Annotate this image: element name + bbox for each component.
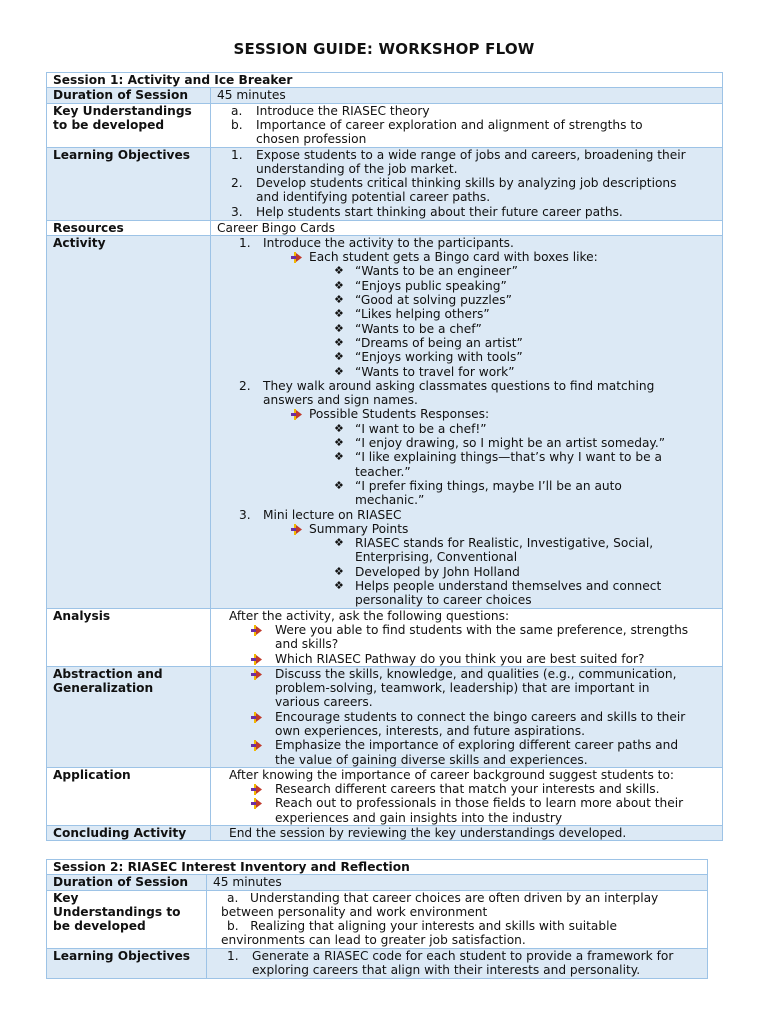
step-text: answers and sign names. (263, 393, 418, 408)
s2-ku-text: Understanding that career choices are often driven by an interplay (249, 890, 659, 905)
s2-ku-label-line: be developed (53, 919, 146, 934)
application-cell (211, 767, 723, 825)
activity-subitem (239, 522, 718, 536)
arrow-bullet-item (229, 667, 718, 710)
ku-label: Key Understandings to be developed (47, 103, 211, 147)
s2-ku-label-line: Key (53, 890, 79, 905)
s2-lo-label: Learning Objectives (47, 948, 207, 978)
ku-cell (211, 103, 723, 147)
lo-text: Develop students critical thinking skills by analyzing job descriptions (256, 176, 677, 191)
s2-duration-row (47, 875, 708, 890)
activity-cell (211, 235, 723, 608)
s2-ku-text: environments can lead to greater job satisfaction. (221, 933, 526, 948)
s2-ku-text: between personality and work environment (221, 904, 488, 919)
bullet-text: “Enjoys working with tools” (355, 350, 523, 365)
lo-cell (211, 147, 723, 220)
application-points (229, 782, 718, 825)
session1-table (46, 72, 723, 841)
step-text: Introduce the activity to the participants. (263, 235, 514, 250)
analysis-row (47, 608, 723, 666)
step-text: Mini lecture on RIASEC (263, 507, 402, 522)
s2-ku-item (221, 890, 703, 920)
application-label: Application (47, 767, 211, 825)
s2-ku-cell (207, 890, 708, 948)
ku-item (231, 104, 718, 118)
analysis-questions (229, 623, 718, 666)
session2-header: Session 2: RIASEC Interest Inventory and Reflection (47, 860, 708, 875)
bullet-text: “Likes helping others” (355, 307, 490, 322)
ku-row (47, 103, 723, 147)
bullet-item (239, 479, 718, 508)
arrow-bullet-text: own experiences, interests, and future aspirations. (275, 723, 585, 738)
step-marker: 2. (239, 378, 251, 393)
lo-text: understanding of the job market. (256, 161, 458, 176)
session1-header: Session 1: Activity and Ice Breaker (47, 73, 723, 88)
bullet-item (239, 279, 718, 293)
s2-ku-marker: b. (227, 919, 239, 934)
bullet-text: “Enjoys public speaking” (355, 278, 507, 293)
ku-text: Introduce the RIASEC theory (256, 103, 430, 118)
lo-item (231, 176, 718, 205)
response-bullets (239, 422, 718, 508)
bullet-text: “I want to be a chef!” (355, 421, 487, 436)
s2-duration-label: Duration of Session (47, 875, 207, 890)
ku-text: chosen profession (256, 132, 367, 147)
concluding-value: End the session by reviewing the key understandings developed. (211, 826, 723, 841)
bullet-item (239, 293, 718, 307)
bingo-bullets (239, 264, 718, 378)
lo-row (47, 147, 723, 220)
application-intro: After knowing the importance of career background suggest students to: (229, 767, 675, 782)
activity-step (239, 236, 718, 250)
diamond-bullet-icon: ❖ (334, 350, 344, 364)
bullet-text: “Dreams of being an artist” (355, 335, 523, 350)
arrow-bullet-item (229, 796, 718, 825)
session2-table (46, 859, 708, 979)
abstraction-row (47, 666, 723, 767)
arrow-bullet-text: experiences and gain insights into the industry (275, 810, 563, 825)
diamond-bullet-icon: ❖ (334, 307, 344, 321)
bullet-item (239, 264, 718, 278)
arrow-right-icon (251, 784, 261, 794)
concluding-row (47, 826, 723, 841)
arrow-right-icon (251, 712, 261, 722)
bullet-item (239, 307, 718, 321)
diamond-bullet-icon: ❖ (334, 364, 344, 378)
arrow-bullet-text: Which RIASEC Pathway do you think you are best suited for? (275, 651, 645, 666)
bullet-text: Enterprising, Conventional (355, 550, 518, 565)
s2-ku-label-line: Understandings to (53, 904, 181, 919)
application-row (47, 767, 723, 825)
s2-ku-label (47, 890, 207, 948)
arrow-bullet-text: and skills? (275, 637, 339, 652)
activity-subitem (239, 407, 718, 421)
diamond-bullet-icon: ❖ (334, 450, 344, 464)
arrow-bullet-text: Reach out to professionals in those fields to learn more about their (275, 796, 684, 811)
s2-ku-row (47, 890, 708, 948)
bullet-item (239, 579, 718, 608)
diamond-bullet-icon: ❖ (334, 536, 344, 550)
arrow-right-icon (251, 625, 261, 635)
analysis-label: Analysis (47, 608, 211, 666)
s2-ku-marker: a. (227, 890, 239, 905)
arrow-bullet-text: various careers. (275, 695, 373, 710)
session2-header-row (47, 860, 708, 875)
s2-lo-text: Generate a RIASEC code for each student to provide a framework for (252, 948, 674, 963)
diamond-bullet-icon: ❖ (334, 478, 344, 492)
step-marker: 3. (239, 507, 251, 522)
activity-label: Activity (47, 235, 211, 608)
arrow-bullet-item (229, 782, 718, 796)
bullet-item (239, 436, 718, 450)
abstraction-points (229, 667, 718, 767)
arrow-bullet-item (229, 652, 718, 666)
abstraction-label-line: Generalization (53, 681, 154, 696)
duration-row (47, 88, 723, 103)
lo-text: and identifying potential career paths. (256, 190, 491, 205)
arrow-bullet-text: Encourage students to connect the bingo careers and skills to their (275, 709, 686, 724)
bullet-text: “Wants to travel for work” (355, 364, 515, 379)
resources-row (47, 220, 723, 235)
activity-row (47, 235, 723, 608)
step-text: They walk around asking classmates questions to find matching (263, 378, 655, 393)
arrow-bullet-text: the value of gaining diverse skills and experiences. (275, 752, 588, 767)
arrow-bullet-text: Discuss the skills, knowledge, and qualities (e.g., communication, (275, 666, 677, 681)
subitem-text: Each student gets a Bingo card with boxes like: (309, 250, 598, 265)
ku-text: Importance of career exploration and alignment of strengths to (256, 117, 643, 132)
bullet-text: Helps people understand themselves and connect (355, 579, 662, 594)
resources-label: Resources (47, 220, 211, 235)
concluding-label: Concluding Activity (47, 826, 211, 841)
bullet-text: “Wants to be a chef” (355, 321, 482, 336)
bullet-text: “I like explaining things—that’s why I want to be a (355, 450, 662, 465)
arrow-bullet-text: Were you able to find students with the same preference, strengths (275, 622, 689, 637)
step-marker: 1. (239, 235, 251, 250)
diamond-bullet-icon: ❖ (334, 335, 344, 349)
arrow-bullet-item (229, 710, 718, 739)
s2-ku-item (221, 919, 703, 948)
bullet-item (239, 536, 718, 565)
page-title: SESSION GUIDE: WORKSHOP FLOW (233, 40, 535, 58)
arrow-right-icon (251, 740, 261, 750)
subitem-text: Possible Students Responses: (309, 407, 490, 422)
bullet-text: RIASEC stands for Realistic, Investigative, Social, (355, 536, 654, 551)
bullet-text: personality to career choices (355, 593, 532, 608)
analysis-cell (211, 608, 723, 666)
abstraction-label-line: Abstraction and (53, 666, 163, 681)
arrow-right-icon (291, 409, 301, 419)
activity-subitem (239, 250, 718, 264)
bullet-item (239, 422, 718, 436)
bullet-text: “Good at solving puzzles” (355, 293, 512, 308)
lo-marker: 3. (231, 204, 243, 219)
s2-ku-text: Realizing that aligning your interests and skills with suitable (250, 919, 617, 934)
lo-text: Help students start thinking about their future career paths. (256, 204, 623, 219)
arrow-right-icon (291, 252, 301, 262)
analysis-intro: After the activity, ask the following questions: (229, 608, 510, 623)
lo-item (231, 148, 718, 177)
s2-lo-item (227, 949, 703, 978)
arrow-right-icon (251, 654, 261, 664)
arrow-bullet-text: Research different careers that match your interests and skills. (275, 782, 660, 797)
activity-step (239, 379, 718, 408)
lo-item (231, 205, 718, 219)
arrow-bullet-item (229, 738, 718, 767)
bullet-text: “I enjoy drawing, so I might be an artist someday.” (355, 436, 666, 451)
bullet-text: mechanic.” (355, 493, 425, 508)
ku-item (231, 118, 718, 147)
s2-lo-row (47, 948, 708, 978)
bullet-item (239, 336, 718, 350)
diamond-bullet-icon: ❖ (334, 293, 344, 307)
diamond-bullet-icon: ❖ (334, 264, 344, 278)
bullet-text: teacher.” (355, 464, 411, 479)
arrow-bullet-text: problem-solving, teamwork, leadership) that are important in (275, 681, 650, 696)
diamond-bullet-icon: ❖ (334, 421, 344, 435)
ku-marker: a. (231, 103, 243, 118)
arrow-right-icon (251, 669, 261, 679)
bullet-item (239, 450, 718, 479)
s2-lo-marker: 1. (227, 948, 239, 963)
bullet-text: “Wants to be an engineer” (355, 264, 518, 279)
lo-marker: 1. (231, 147, 243, 162)
bullet-item (239, 365, 718, 379)
bullet-item (239, 322, 718, 336)
s2-lo-text: exploring careers that align with their interests and personality. (252, 963, 641, 978)
abstraction-label (47, 666, 211, 767)
bullet-text: “I prefer fixing things, maybe I’ll be an auto (355, 478, 622, 493)
lo-text: Expose students to a wide range of jobs and careers, broadening their (256, 147, 686, 162)
diamond-bullet-icon: ❖ (334, 321, 344, 335)
arrow-right-icon (251, 798, 261, 808)
arrow-bullet-text: Emphasize the importance of exploring different career paths and (275, 738, 679, 753)
arrow-bullet-item (229, 623, 718, 652)
diamond-bullet-icon: ❖ (334, 278, 344, 292)
ku-marker: b. (231, 117, 243, 132)
diamond-bullet-icon: ❖ (334, 564, 344, 578)
resources-value: Career Bingo Cards (211, 220, 723, 235)
abstraction-cell (211, 666, 723, 767)
lo-marker: 2. (231, 176, 243, 191)
s2-lo-cell (207, 948, 708, 978)
activity-step (239, 508, 718, 522)
s2-duration-value: 45 minutes (207, 875, 708, 890)
bullet-item (239, 350, 718, 364)
arrow-right-icon (291, 524, 301, 534)
summary-bullets (239, 536, 718, 607)
duration-value: 45 minutes (211, 88, 723, 103)
bullet-text: Developed by John Holland (355, 564, 520, 579)
bullet-item (239, 565, 718, 579)
subitem-text: Summary Points (309, 521, 409, 536)
duration-label: Duration of Session (47, 88, 211, 103)
session1-header-row (47, 73, 723, 88)
diamond-bullet-icon: ❖ (334, 436, 344, 450)
lo-label: Learning Objectives (47, 147, 211, 220)
diamond-bullet-icon: ❖ (334, 579, 344, 593)
